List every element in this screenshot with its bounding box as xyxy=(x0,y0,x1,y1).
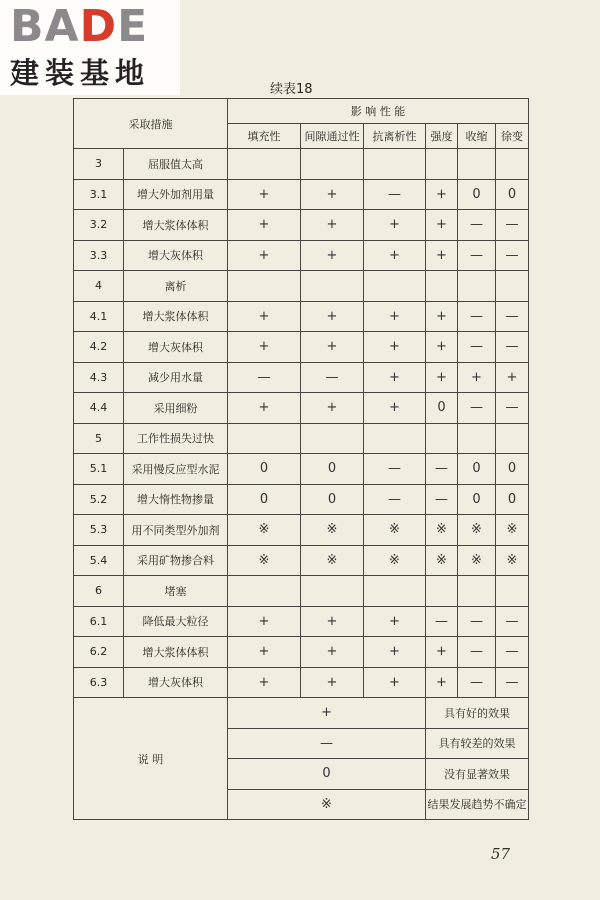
effect-cell: + xyxy=(301,393,364,424)
row-number: 3.1 xyxy=(74,179,124,210)
legend-symbol: — xyxy=(228,728,426,759)
header-group: 影 响 性 能 xyxy=(228,99,529,124)
legend-symbol: ※ xyxy=(228,789,426,820)
effect-cell xyxy=(301,423,364,454)
effect-cell: + xyxy=(301,240,364,271)
row-number: 4 xyxy=(74,271,124,302)
effect-cell: — xyxy=(496,301,529,332)
legend-description: 具有较差的效果 xyxy=(426,728,529,759)
effect-cell xyxy=(426,149,458,180)
effect-cell: + xyxy=(228,667,301,698)
effect-cell: + xyxy=(364,301,426,332)
effect-cell xyxy=(426,423,458,454)
row-number: 4.2 xyxy=(74,332,124,363)
effect-cell: 0 xyxy=(458,484,496,515)
effect-cell: — xyxy=(496,240,529,271)
table-row xyxy=(74,179,529,210)
effect-cell: ※ xyxy=(364,515,426,546)
effect-cell: — xyxy=(228,362,301,393)
row-measure: 离析 xyxy=(124,271,228,302)
effect-cell: + xyxy=(301,667,364,698)
effect-cell: — xyxy=(458,210,496,241)
row-number: 4.3 xyxy=(74,362,124,393)
row-measure: 用不同类型外加剂 xyxy=(124,515,228,546)
row-number: 6.1 xyxy=(74,606,124,637)
row-measure: 增大浆体体积 xyxy=(124,637,228,668)
table-row xyxy=(74,332,529,363)
table-row xyxy=(74,637,529,668)
row-measure: 屈服值太高 xyxy=(124,149,228,180)
effect-cell: + xyxy=(426,301,458,332)
effect-cell: + xyxy=(364,210,426,241)
table-row xyxy=(74,210,529,241)
header-measure: 采取措施 xyxy=(74,99,228,149)
row-measure: 增大灰体积 xyxy=(124,240,228,271)
effect-cell: — xyxy=(426,484,458,515)
effect-cell: + xyxy=(426,332,458,363)
effect-cell xyxy=(496,423,529,454)
effect-cell: 0 xyxy=(301,484,364,515)
effect-cell: + xyxy=(228,240,301,271)
effect-cell xyxy=(301,271,364,302)
effect-cell: + xyxy=(426,179,458,210)
row-number: 5 xyxy=(74,423,124,454)
table-caption: 续表18 xyxy=(270,82,313,97)
row-measure: 增大惰性物掺量 xyxy=(124,484,228,515)
effect-cell: — xyxy=(458,301,496,332)
logo-brand: BADE xyxy=(10,1,149,52)
effect-cell xyxy=(301,149,364,180)
row-measure: 采用细粉 xyxy=(124,393,228,424)
row-number: 3 xyxy=(74,149,124,180)
effect-cell: + xyxy=(301,179,364,210)
effect-cell xyxy=(228,271,301,302)
header-col: 收缩 xyxy=(458,124,496,149)
effect-cell: + xyxy=(364,332,426,363)
table-row xyxy=(74,454,529,485)
row-number: 5.2 xyxy=(74,484,124,515)
effect-cell: + xyxy=(301,210,364,241)
row-number: 3.3 xyxy=(74,240,124,271)
effect-cell: ※ xyxy=(496,545,529,576)
effect-cell: ※ xyxy=(426,515,458,546)
header-col: 徐变 xyxy=(496,124,529,149)
effect-cell: ※ xyxy=(426,545,458,576)
table-row xyxy=(74,393,529,424)
effect-cell: — xyxy=(301,362,364,393)
effect-cell: + xyxy=(364,240,426,271)
effect-cell: 0 xyxy=(228,454,301,485)
effect-cell: + xyxy=(301,637,364,668)
row-measure: 降低最大粒径 xyxy=(124,606,228,637)
effect-cell: + xyxy=(458,362,496,393)
effect-cell xyxy=(228,149,301,180)
effect-cell: — xyxy=(364,484,426,515)
row-number: 4.1 xyxy=(74,301,124,332)
effect-cell xyxy=(458,149,496,180)
effect-cell: 0 xyxy=(496,484,529,515)
effect-cell: — xyxy=(496,332,529,363)
effect-cell: + xyxy=(228,637,301,668)
effect-cell: + xyxy=(364,393,426,424)
table-row xyxy=(74,240,529,271)
effect-cell: — xyxy=(458,332,496,363)
effect-cell xyxy=(364,149,426,180)
effect-cell: 0 xyxy=(458,179,496,210)
row-measure: 增大灰体积 xyxy=(124,667,228,698)
row-number: 6 xyxy=(74,576,124,607)
table-row xyxy=(74,362,529,393)
table-row xyxy=(74,545,529,576)
effect-cell xyxy=(364,423,426,454)
row-measure: 增大外加剂用量 xyxy=(124,179,228,210)
header-col: 间隙通过性 xyxy=(301,124,364,149)
effect-cell: + xyxy=(228,393,301,424)
effect-cell: + xyxy=(426,667,458,698)
effect-cell: + xyxy=(364,667,426,698)
effect-cell: — xyxy=(426,606,458,637)
effect-cell: — xyxy=(496,667,529,698)
effect-cell: + xyxy=(364,362,426,393)
legend-symbol: + xyxy=(228,698,426,729)
header-col: 填充性 xyxy=(228,124,301,149)
row-measure: 增大灰体积 xyxy=(124,332,228,363)
legend-description: 具有好的效果 xyxy=(426,698,529,729)
effect-cell: 0 xyxy=(301,454,364,485)
row-number: 4.4 xyxy=(74,393,124,424)
effect-cell: — xyxy=(496,210,529,241)
effect-cell: — xyxy=(364,179,426,210)
effect-cell: ※ xyxy=(458,545,496,576)
effect-cell: — xyxy=(364,454,426,485)
row-number: 6.3 xyxy=(74,667,124,698)
table-row xyxy=(74,484,529,515)
row-measure: 减少用水量 xyxy=(124,362,228,393)
table-row xyxy=(74,149,529,180)
effect-cell xyxy=(458,423,496,454)
effect-cell: — xyxy=(458,240,496,271)
legend-description: 结果发展趋势不确定 xyxy=(426,789,529,820)
effect-cell: — xyxy=(458,667,496,698)
table-row xyxy=(74,667,529,698)
effect-cell xyxy=(458,271,496,302)
effect-cell: + xyxy=(301,301,364,332)
effect-cell: — xyxy=(426,454,458,485)
effect-cell: + xyxy=(364,606,426,637)
effect-cell: — xyxy=(458,606,496,637)
effect-cell: ※ xyxy=(301,545,364,576)
effect-cell: + xyxy=(426,362,458,393)
table-row xyxy=(74,576,529,607)
effect-cell: + xyxy=(301,332,364,363)
effect-cell: ※ xyxy=(364,545,426,576)
effect-cell xyxy=(364,271,426,302)
legend-label: 说 明 xyxy=(74,698,228,820)
effect-cell: ※ xyxy=(228,515,301,546)
effect-cell xyxy=(496,576,529,607)
effect-cell: 0 xyxy=(496,454,529,485)
row-measure: 采用慢反应型水泥 xyxy=(124,454,228,485)
effect-cell: — xyxy=(496,393,529,424)
table-row xyxy=(74,515,529,546)
effect-cell: + xyxy=(426,240,458,271)
effect-cell: — xyxy=(496,606,529,637)
table-row xyxy=(74,271,529,302)
table-row xyxy=(74,301,529,332)
effect-cell: + xyxy=(228,210,301,241)
effect-cell xyxy=(426,271,458,302)
table-row xyxy=(74,606,529,637)
effect-cell xyxy=(496,149,529,180)
row-number: 6.2 xyxy=(74,637,124,668)
row-number: 3.2 xyxy=(74,210,124,241)
effect-cell: ※ xyxy=(496,515,529,546)
row-measure: 工作性损失过快 xyxy=(124,423,228,454)
effect-cell xyxy=(301,576,364,607)
legend-description: 没有显著效果 xyxy=(426,759,529,790)
effect-cell xyxy=(458,576,496,607)
row-measure: 增大浆体体积 xyxy=(124,210,228,241)
effect-cell xyxy=(364,576,426,607)
effect-cell xyxy=(426,576,458,607)
effect-cell: + xyxy=(228,606,301,637)
effect-cell: + xyxy=(426,637,458,668)
header-row-1 xyxy=(74,99,529,124)
row-number: 5.3 xyxy=(74,515,124,546)
effect-cell: ※ xyxy=(301,515,364,546)
table-row xyxy=(74,423,529,454)
page-number: 57 xyxy=(491,845,511,863)
effect-cell: + xyxy=(301,606,364,637)
row-number: 5.4 xyxy=(74,545,124,576)
effect-cell: — xyxy=(458,393,496,424)
effect-cell: 0 xyxy=(228,484,301,515)
header-col: 抗离析性 xyxy=(364,124,426,149)
row-number: 5.1 xyxy=(74,454,124,485)
effect-cell xyxy=(228,423,301,454)
effect-cell: ※ xyxy=(458,515,496,546)
logo-cn-text: 建装基地 xyxy=(10,56,151,90)
effect-cell: ※ xyxy=(228,545,301,576)
effect-cell: + xyxy=(228,301,301,332)
header-col: 强度 xyxy=(426,124,458,149)
effect-cell: + xyxy=(364,637,426,668)
row-measure: 增大浆体体积 xyxy=(124,301,228,332)
effect-cell: + xyxy=(496,362,529,393)
effect-cell: 0 xyxy=(458,454,496,485)
effect-cell: 0 xyxy=(426,393,458,424)
measures-table xyxy=(73,98,529,820)
legend-row xyxy=(74,698,529,729)
effect-cell: — xyxy=(458,637,496,668)
effect-cell: + xyxy=(228,332,301,363)
legend-symbol: 0 xyxy=(228,759,426,790)
effect-cell: + xyxy=(426,210,458,241)
row-measure: 堵塞 xyxy=(124,576,228,607)
effect-cell xyxy=(496,271,529,302)
effect-cell: + xyxy=(228,179,301,210)
effect-cell: — xyxy=(496,637,529,668)
effect-cell: 0 xyxy=(496,179,529,210)
site-logo xyxy=(0,0,180,95)
effect-cell xyxy=(228,576,301,607)
row-measure: 采用矿物掺合料 xyxy=(124,545,228,576)
